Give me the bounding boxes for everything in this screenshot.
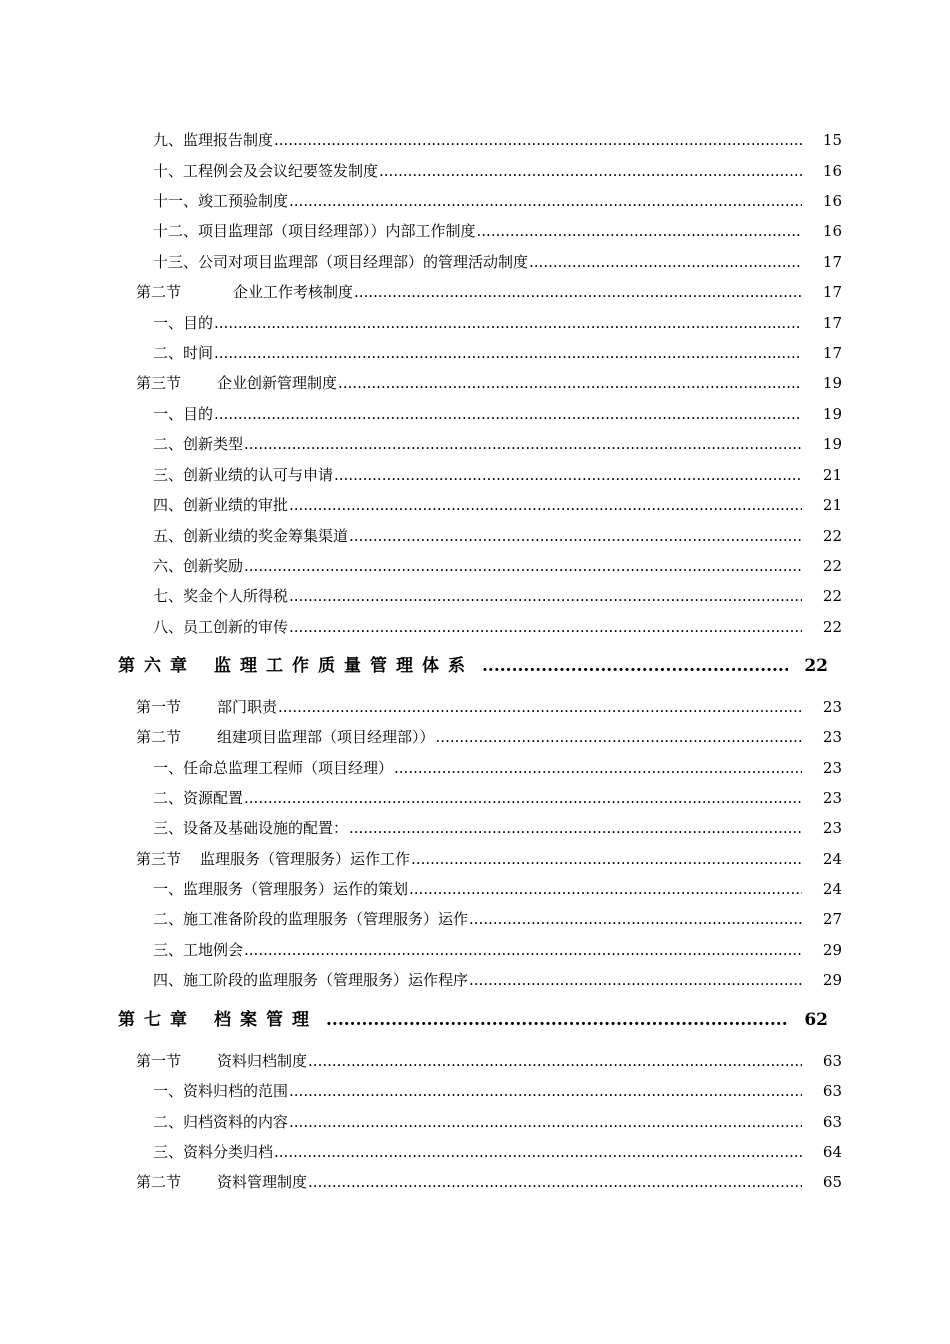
toc-chapter-title	[118, 1010, 318, 1030]
toc-item	[153, 586, 842, 606]
toc-section	[136, 849, 842, 869]
toc-page-number: 19	[822, 405, 842, 423]
dot-leader	[289, 617, 802, 637]
toc-section-text: 资料归档制度	[217, 1052, 308, 1070]
dot-leader	[289, 1112, 802, 1132]
toc-item-title: 一、资料归档的范围	[153, 1082, 289, 1100]
toc-section	[136, 727, 842, 747]
toc-section-text: 监理服务（管理服务）运作工作	[200, 850, 411, 868]
dot-leader	[379, 161, 802, 181]
toc-section-text: 企业工作考核制度	[233, 283, 354, 301]
toc-item-title: 五、创新业绩的奖金筹集渠道	[153, 527, 349, 545]
toc-item	[153, 1112, 842, 1132]
toc-section-title	[136, 1051, 307, 1071]
toc-item-title: 四、创新业绩的审批	[153, 496, 289, 514]
toc-item-title: 十三、公司对项目监理部（项目经理部）的管理活动制度	[153, 253, 529, 271]
dot-leader	[409, 879, 802, 899]
toc-item	[153, 434, 842, 454]
toc-section-text: 组建项目监理部（项目经理部））	[217, 728, 435, 746]
toc-section-title	[136, 849, 410, 869]
toc-chapter-label: 第六章	[118, 656, 196, 676]
toc-section-label: 第一节	[136, 1052, 182, 1070]
toc-page-number: 17	[822, 253, 842, 271]
dot-leader	[214, 313, 802, 333]
toc-page-number: 17	[822, 344, 842, 362]
toc-chapter-text: 监理工作质量管理体系	[214, 656, 474, 676]
toc-page-number: 63	[822, 1052, 842, 1070]
toc-page-number: 24	[822, 880, 842, 898]
toc-page-number: 17	[822, 314, 842, 332]
toc-chapter	[118, 1010, 828, 1030]
toc-item	[153, 161, 842, 181]
toc-item	[153, 191, 842, 211]
toc-section-title	[136, 727, 435, 747]
toc-section	[136, 697, 842, 717]
toc-chapter-title	[118, 656, 474, 676]
dot-leader	[338, 373, 802, 393]
dot-leader	[326, 1010, 788, 1030]
toc-page-number: 24	[822, 850, 842, 868]
toc-page-number: 64	[822, 1143, 842, 1161]
toc-section-label: 第三节	[136, 850, 182, 868]
toc-item	[153, 879, 842, 899]
toc-item-title: 二、归档资料的内容	[153, 1113, 289, 1131]
toc-section-title	[136, 1172, 307, 1192]
toc-item	[153, 556, 842, 576]
toc-page-number: 22	[804, 656, 828, 676]
dot-leader	[308, 1172, 802, 1192]
toc-page-number: 27	[822, 910, 842, 928]
dot-leader	[308, 1051, 802, 1071]
toc-item	[153, 221, 842, 241]
dot-leader	[529, 252, 802, 272]
dot-leader	[274, 1142, 802, 1162]
dot-leader	[334, 465, 802, 485]
toc-item	[153, 1081, 842, 1101]
dot-leader	[394, 758, 802, 778]
toc-item-title: 一、目的	[153, 314, 214, 332]
toc-page-number: 23	[822, 789, 842, 807]
toc-page-number: 22	[822, 557, 842, 575]
toc-item	[153, 617, 842, 637]
toc-page-number: 16	[822, 222, 842, 240]
toc-item-title: 二、资源配置	[153, 789, 244, 807]
toc-item-title: 四、施工阶段的监理服务（管理服务）运作程序	[153, 971, 469, 989]
dot-leader	[411, 849, 802, 869]
dot-leader	[274, 130, 802, 150]
toc-item-title: 三、设备及基础设施的配置：	[153, 819, 349, 837]
toc-section	[136, 1172, 842, 1192]
toc-page-number: 19	[822, 374, 842, 392]
toc-page-number: 21	[822, 466, 842, 484]
dot-leader	[244, 940, 802, 960]
toc-item-title: 一、目的	[153, 405, 214, 423]
toc-item	[153, 788, 842, 808]
toc-item	[153, 758, 842, 778]
toc-item	[153, 404, 842, 424]
toc-page-number: 29	[822, 941, 842, 959]
toc-page-number: 23	[822, 759, 842, 777]
toc-page-number: 17	[822, 283, 842, 301]
toc-section-label: 第二节	[136, 1173, 182, 1191]
dot-leader	[214, 343, 802, 363]
toc-item	[153, 130, 842, 150]
toc-item-title: 七、奖金个人所得税	[153, 587, 289, 605]
dot-leader	[289, 586, 802, 606]
toc-item	[153, 252, 842, 272]
dot-leader	[436, 727, 802, 747]
toc-section-title	[136, 282, 353, 302]
toc-page-number: 63	[822, 1082, 842, 1100]
toc-page-number: 22	[822, 527, 842, 545]
toc-section	[136, 282, 842, 302]
dot-leader	[244, 434, 802, 454]
toc-item	[153, 909, 842, 929]
toc-item-title: 十一、竣工预验制度	[153, 192, 289, 210]
dot-leader	[244, 788, 802, 808]
toc-section-text: 企业创新管理制度	[217, 374, 338, 392]
toc-item-title: 一、任命总监理工程师（项目经理）	[153, 759, 394, 777]
toc-section	[136, 373, 842, 393]
toc-item-title: 二、创新类型	[153, 435, 244, 453]
toc-chapter	[118, 656, 828, 676]
toc-page-number: 21	[822, 496, 842, 514]
dot-leader	[349, 526, 802, 546]
toc-item	[153, 940, 842, 960]
toc-item	[153, 313, 842, 333]
dot-leader	[354, 282, 802, 302]
toc-section-label: 第二节	[136, 728, 182, 746]
toc-section-title	[136, 697, 277, 717]
dot-leader	[214, 404, 802, 424]
dot-leader	[244, 556, 802, 576]
toc-item	[153, 1142, 842, 1162]
toc-chapter-label: 第七章	[118, 1010, 196, 1030]
dot-leader	[289, 1081, 802, 1101]
toc-section-text: 部门职责	[217, 698, 278, 716]
toc-chapter-text: 档案管理	[214, 1010, 318, 1030]
toc-item-title: 三、工地例会	[153, 941, 244, 959]
toc-page-number: 16	[822, 162, 842, 180]
toc-item-title: 一、监理服务（管理服务）运作的策划	[153, 880, 409, 898]
toc-section	[136, 1051, 842, 1071]
toc-item	[153, 465, 842, 485]
toc-item	[153, 495, 842, 515]
toc-item-title: 十、工程例会及会议纪要签发制度	[153, 162, 379, 180]
dot-leader	[278, 697, 802, 717]
toc-page-number: 23	[822, 728, 842, 746]
toc-item-title: 二、施工准备阶段的监理服务（管理服务）运作	[153, 910, 469, 928]
toc-item-title: 六、创新奖励	[153, 557, 244, 575]
toc-item	[153, 526, 842, 546]
toc-page-number: 62	[804, 1010, 828, 1030]
toc-page-number: 16	[822, 192, 842, 210]
toc-item	[153, 818, 842, 838]
toc-page-number: 23	[822, 819, 842, 837]
toc-page-number: 63	[822, 1113, 842, 1131]
toc-item	[153, 970, 842, 990]
toc-item	[153, 343, 842, 363]
toc-section-title	[136, 373, 337, 393]
toc-page-number: 23	[822, 698, 842, 716]
toc-page-number: 22	[822, 587, 842, 605]
toc-item-title: 二、时间	[153, 344, 214, 362]
toc-page-number: 29	[822, 971, 842, 989]
toc-page-number: 22	[822, 618, 842, 636]
toc-section-label: 第一节	[136, 698, 182, 716]
dot-leader	[349, 818, 802, 838]
dot-leader	[289, 191, 802, 211]
dot-leader	[469, 970, 802, 990]
dot-leader	[477, 221, 802, 241]
toc-item-title: 九、监理报告制度	[153, 131, 274, 149]
toc-item-title: 十二、项目监理部（项目经理部））内部工作制度	[153, 222, 476, 240]
toc-page-number: 19	[822, 435, 842, 453]
dot-leader	[469, 909, 802, 929]
dot-leader	[482, 656, 788, 676]
toc-section-text: 资料管理制度	[217, 1173, 308, 1191]
toc-section-label: 第二节	[136, 283, 182, 301]
toc-section-label: 第三节	[136, 374, 182, 392]
toc-item-title: 三、资料分类归档	[153, 1143, 274, 1161]
toc-item-title: 八、员工创新的审传	[153, 618, 289, 636]
toc-item-title: 三、创新业绩的认可与申请	[153, 466, 334, 484]
toc-page-number: 65	[822, 1173, 842, 1191]
dot-leader	[289, 495, 802, 515]
toc-page-number: 15	[822, 131, 842, 149]
